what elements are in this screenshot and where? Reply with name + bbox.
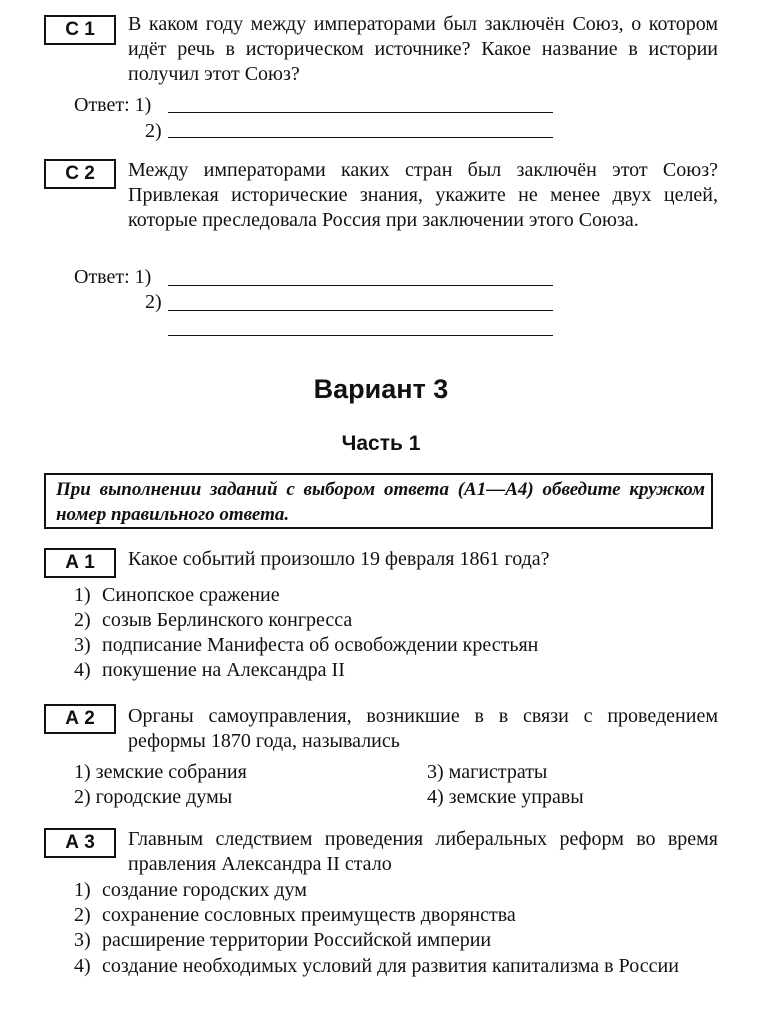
answer-label-c2-2: 2) — [145, 291, 162, 313]
question-a2: Органы самоуправления, возникшие в в связи с проведением реформы 1870 года, назывались — [128, 705, 718, 752]
option-a2-2[interactable]: 2) городские думы — [74, 786, 233, 808]
question-a1: Какое событий произошло 19 февраля 1861 года? — [128, 548, 550, 570]
task-code-c1: С 1 — [44, 15, 116, 45]
answer-label-c1-1: Ответ: 1) — [74, 94, 152, 116]
option-a1-3[interactable]: 3) подписание Манифеста об освобождении крестьян — [74, 634, 539, 656]
instruction-box: При выполнении заданий с выбором ответа (А1—А4) обведите кружком номер правильного ответа. — [44, 473, 713, 529]
option-a1-4[interactable]: 4) покушение на Александра II — [74, 659, 345, 681]
option-a3-4[interactable]: 4) создание необходимых условий для развития капитализма в России — [74, 955, 679, 977]
option-a2-4[interactable]: 4) земские управы — [427, 786, 584, 808]
option-a2-3[interactable]: 3) магистраты — [427, 761, 548, 783]
answer-label-c2-1: Ответ: 1) — [74, 266, 152, 288]
answer-label-c1-2: 2) — [145, 120, 162, 142]
answer-line-c1-1[interactable] — [168, 112, 553, 113]
answer-line-c2-3[interactable] — [168, 335, 553, 336]
option-a3-2[interactable]: 2) сохранение сословных преимуществ дворянства — [74, 904, 516, 926]
option-a1-2[interactable]: 2) созыв Берлинского конгресса — [74, 609, 353, 631]
option-a2-1[interactable]: 1) земские собрания — [74, 761, 247, 783]
task-code-a1: А 1 — [44, 548, 116, 578]
task-code-a3: А 3 — [44, 828, 116, 858]
task-code-a2: А 2 — [44, 704, 116, 734]
question-c1: В каком году между императорами был заключён Союз, о котором идёт речь в историческом источнике? Какое название в истории получил этот Союз? — [128, 13, 718, 85]
part-title: Часть 1 — [341, 432, 421, 455]
question-c2: Между императорами каких стран был заключён этот Союз? Привлекая исторические знания, укажите не менее двух целей, которые преследовала Россия при заключении этого Союза. — [128, 159, 718, 231]
answer-line-c1-2[interactable] — [168, 137, 553, 138]
variant-title: Вариант 3 — [313, 374, 449, 404]
answer-line-c2-2[interactable] — [168, 310, 553, 311]
option-a3-3[interactable]: 3) расширение территории Российской империи — [74, 929, 492, 951]
answer-line-c2-1[interactable] — [168, 285, 553, 286]
option-a1-1[interactable]: 1) Синопское сражение — [74, 584, 280, 606]
option-a3-1[interactable]: 1) создание городских дум — [74, 879, 307, 901]
question-a3: Главным следствием проведения либеральных реформ во время правления Александра II стало — [128, 828, 718, 875]
task-code-c2: С 2 — [44, 159, 116, 189]
